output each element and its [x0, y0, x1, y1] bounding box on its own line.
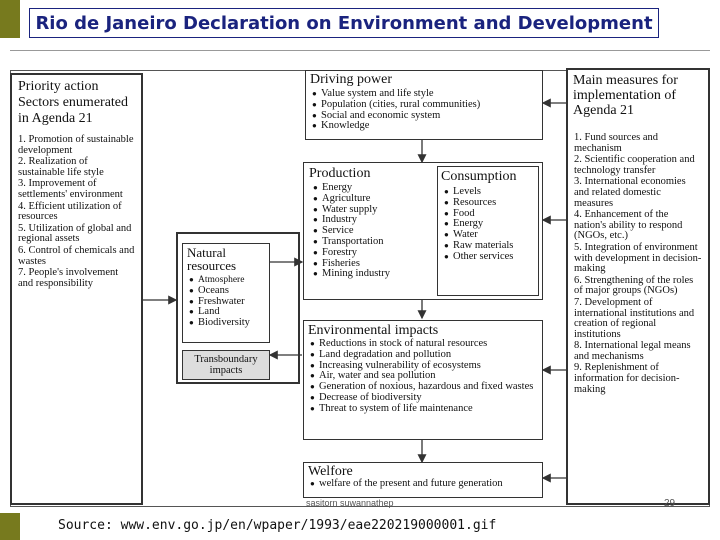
measures-item: 6. Strengthening of the roles of major groups (NGOs)	[574, 274, 694, 297]
main-measures-box	[566, 68, 710, 505]
impacts-item: ● Generation of noxious, hazardous and fixed wastes	[310, 382, 536, 393]
measures-header: Main measures for implementation of Agenda 21	[573, 73, 678, 118]
author-credit: sasitorn suwannathep	[306, 498, 394, 508]
production-list	[307, 182, 431, 282]
priority-list	[12, 131, 141, 289]
driving-item: ● Population (cities, rural communities)	[312, 100, 536, 111]
natural-item: ● Biodiversity	[189, 318, 263, 329]
priority-header: Priority action Sectors enumerated in Agenda 21	[18, 79, 129, 126]
production-item: ● Energy	[313, 183, 425, 194]
measures-item: 5. Integration of environment with development in decision-making	[574, 241, 702, 275]
consumption-item: ● Food	[444, 209, 532, 220]
natural-item: ● Oceans	[189, 286, 263, 297]
measures-item: 7. Development of international institutions and creation of regional institutions	[574, 296, 695, 340]
transboundary-box	[182, 350, 270, 380]
natural-header: Natural resources	[187, 245, 237, 273]
page-number: 29	[664, 498, 676, 509]
driving-item: ● Value system and life style	[312, 89, 536, 100]
welfare-header: Welfore	[308, 464, 353, 479]
impacts-item: ● Reductions in stock of natural resources	[310, 339, 536, 350]
measures-item: 3. International economies and related domestic measures	[574, 176, 686, 209]
production-item: ● Service	[313, 226, 425, 237]
impacts-item: ● Decrease of biodiversity	[310, 393, 536, 404]
welfare-box	[303, 462, 543, 498]
production-item: ● Industry	[313, 215, 425, 226]
priority-item: 7. People's involvement and responsibility	[18, 267, 119, 289]
source-citation: Source: www.env.go.jp/en/wpaper/1993/eae220219000001.gif	[58, 518, 497, 533]
natural-item: ● Atmosphere	[189, 275, 263, 286]
natural-resources-box	[182, 243, 270, 343]
production-item: ● Agriculture	[313, 194, 425, 205]
priority-item: 1. Promotion of sustainable development	[18, 134, 134, 156]
consumption-item: ● Other services	[444, 252, 532, 263]
driving-item: ● Social and economic system	[312, 111, 536, 122]
driving-list	[306, 89, 542, 134]
production-item: ● Forestry	[313, 248, 425, 259]
environmental-impacts-box	[303, 320, 543, 440]
measures-list	[568, 121, 708, 395]
priority-item: 3. Improvement of settlements' environment	[18, 178, 123, 200]
driving-power-box	[305, 70, 543, 140]
consumption-box	[437, 166, 539, 296]
measures-item: 1. Fund sources and mechanism	[574, 132, 658, 154]
natural-item: ● Land	[189, 307, 263, 318]
priority-item: 5. Utilization of global and regional assets	[18, 222, 132, 245]
natural-list	[183, 274, 269, 331]
priority-item: 2. Realization of sustainable life style	[18, 156, 104, 178]
consumption-list	[438, 187, 538, 265]
measures-item: 2. Scientific cooperation and technology transfer	[574, 154, 695, 176]
production-item: ● Water supply	[313, 205, 425, 216]
impacts-list	[304, 339, 542, 417]
impacts-item: ● Land degradation and pollution	[310, 350, 536, 361]
production-header: Production	[309, 166, 371, 181]
consumption-item: ● Levels	[444, 187, 532, 198]
priority-item: 6. Control of chemicals and wastes	[18, 244, 135, 267]
measures-item: 9. Replenishment of information for decision-making	[574, 362, 680, 395]
welfare-list	[304, 479, 542, 492]
page-title: Rio de Janeiro Declaration on Environment and Development	[35, 12, 653, 34]
driving-item: ● Knowledge	[312, 121, 536, 132]
impacts-item: ● Air, water and sea pollution	[310, 371, 536, 382]
measures-item: 4. Enhancement of the nation's ability to respond (NGOs, etc.)	[574, 209, 683, 242]
welfare-item: ● welfare of the present and future generation	[310, 479, 536, 490]
impacts-item: ● Threat to system of life maintenance	[310, 404, 536, 415]
priority-item: 4. Efficient utilization of resources	[18, 200, 122, 223]
production-box	[307, 166, 431, 296]
natural-item: ● Freshwater	[189, 297, 263, 308]
driving-header: Driving power	[310, 72, 393, 87]
consumption-item: ● Water	[444, 230, 532, 241]
consumption-item: ● Raw materials	[444, 241, 532, 252]
consumption-item: ● Resources	[444, 198, 532, 209]
production-item: ● Fisheries	[313, 259, 425, 270]
measures-item: 8. International legal means and mechanisms	[574, 340, 691, 362]
consumption-header: Consumption	[441, 169, 517, 184]
production-item: ● Mining industry	[313, 269, 425, 280]
transboundary-label: Transboundary impacts	[194, 354, 258, 376]
consumption-item: ● Energy	[444, 219, 532, 230]
priority-action-box	[10, 73, 143, 505]
impacts-header: Environmental impacts	[308, 323, 439, 338]
production-item: ● Transportation	[313, 237, 425, 248]
impacts-item: ● Increasing vulnerability of ecosystems	[310, 361, 536, 372]
